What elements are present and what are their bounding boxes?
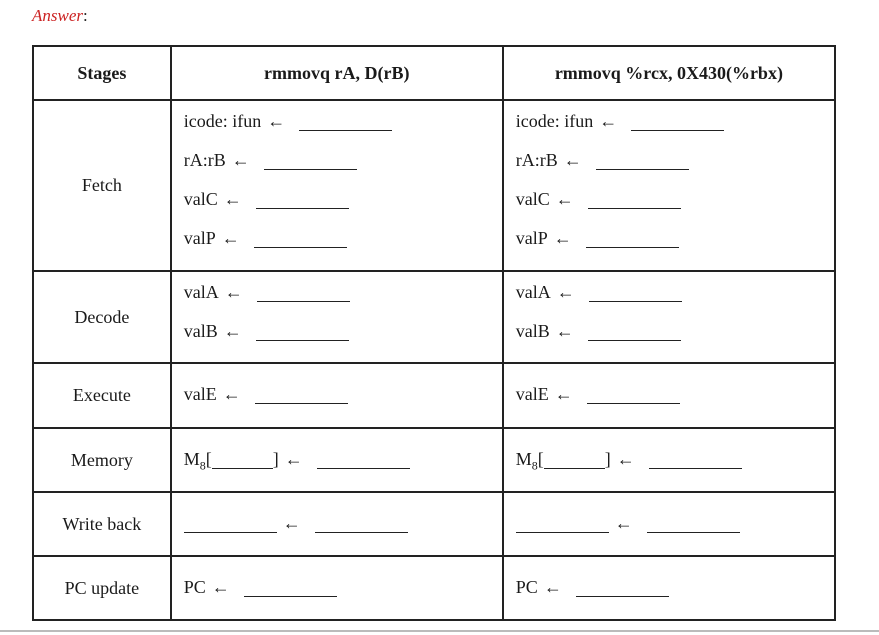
arrow-icon: ← xyxy=(555,321,574,341)
header-stages: Stages xyxy=(33,46,171,100)
line-icode-ifun xyxy=(172,103,502,142)
arrow-icon: ← xyxy=(284,448,303,469)
decode-cell-specific xyxy=(503,271,835,363)
page-bottom-rule xyxy=(0,630,879,632)
line-ra-rb xyxy=(172,142,502,181)
header-generic-instruction: rmmovq rA, D(rB) xyxy=(171,46,503,100)
blank-field xyxy=(587,383,680,404)
line-pc xyxy=(172,569,502,608)
pcupdate-cell-generic xyxy=(171,556,503,620)
line-vala xyxy=(504,274,834,313)
blank-field xyxy=(256,320,349,341)
pcupdate-cell-specific xyxy=(503,556,835,620)
blank-field xyxy=(631,110,724,131)
blank-field xyxy=(184,512,277,533)
arrow-icon: ← xyxy=(224,282,243,302)
label-pc: PC xyxy=(183,576,206,597)
blank-field xyxy=(315,512,408,533)
row-fetch xyxy=(33,100,835,271)
arrow-icon: ← xyxy=(223,189,242,209)
decode-cell-generic xyxy=(171,271,503,363)
memory-cell-specific xyxy=(503,428,835,492)
blank-field xyxy=(255,383,348,404)
bracket-open: [ xyxy=(205,448,212,469)
memory-cell-generic xyxy=(171,428,503,492)
blank-field xyxy=(516,512,609,533)
bracket-close: ] xyxy=(604,448,611,469)
blank-field xyxy=(647,512,740,533)
line-valb xyxy=(504,313,834,352)
arrow-icon: ← xyxy=(599,111,618,131)
label-pc: PC xyxy=(515,576,538,597)
arrow-icon: ← xyxy=(556,282,575,302)
stage-label-fetch: Fetch xyxy=(33,100,171,271)
row-memory xyxy=(33,428,835,492)
blank-field xyxy=(212,448,273,469)
stage-label-decode: Decode xyxy=(33,271,171,363)
arrow-icon: ← xyxy=(555,189,574,209)
execute-cell-generic xyxy=(171,363,503,428)
line-valb xyxy=(172,313,502,352)
line-vale xyxy=(504,376,834,415)
arrow-icon: ← xyxy=(231,150,250,170)
label-vale: valE xyxy=(183,384,217,404)
line-vale xyxy=(172,376,502,415)
arrow-icon: ← xyxy=(223,321,242,341)
label-memory: M xyxy=(183,448,200,469)
blank-field xyxy=(596,149,689,170)
label-valp: valP xyxy=(515,228,548,248)
line-valp xyxy=(172,220,502,259)
blank-field xyxy=(576,576,669,597)
label-ra-rb: rA:rB xyxy=(183,150,226,170)
blank-field xyxy=(588,320,681,341)
row-execute xyxy=(33,363,835,428)
row-decode xyxy=(33,271,835,363)
writeback-cell-generic xyxy=(171,492,503,556)
line-icode-ifun xyxy=(504,103,834,142)
label-valb: valB xyxy=(183,321,218,341)
label-valb: valB xyxy=(515,321,550,341)
blank-field xyxy=(256,188,349,209)
line-memory-write xyxy=(172,441,502,480)
answer-heading xyxy=(32,6,88,26)
blank-field xyxy=(544,448,605,469)
arrow-icon: ← xyxy=(222,384,241,404)
stages-table xyxy=(32,45,836,621)
label-valc: valC xyxy=(183,189,218,209)
line-valc xyxy=(172,181,502,220)
blank-field xyxy=(317,448,410,469)
stage-label-pcupdate: PC update xyxy=(33,556,171,620)
arrow-icon: ← xyxy=(614,512,633,533)
label-icode-ifun: icode: ifun xyxy=(183,111,262,131)
arrow-icon: ← xyxy=(553,228,572,248)
bracket-close: ] xyxy=(272,448,279,469)
line-writeback xyxy=(504,505,834,544)
label-vale: valE xyxy=(515,384,549,404)
blank-field xyxy=(586,227,679,248)
arrow-icon: ← xyxy=(616,448,635,469)
arrow-icon: ← xyxy=(221,228,240,248)
label-valc: valC xyxy=(515,189,550,209)
blank-field xyxy=(244,576,337,597)
label-memory: M xyxy=(515,448,532,469)
stage-label-execute: Execute xyxy=(33,363,171,428)
blank-field xyxy=(257,281,350,302)
stage-label-memory: Memory xyxy=(33,428,171,492)
header-row xyxy=(33,46,835,100)
arrow-icon: ← xyxy=(211,576,230,597)
label-ra-rb: rA:rB xyxy=(515,150,558,170)
arrow-icon: ← xyxy=(543,576,562,597)
blank-field xyxy=(589,281,682,302)
blank-field xyxy=(649,448,742,469)
answer-label: Answer xyxy=(32,6,83,25)
blank-field xyxy=(299,110,392,131)
arrow-icon: ← xyxy=(563,150,582,170)
line-ra-rb xyxy=(504,142,834,181)
answer-colon: : xyxy=(83,6,88,25)
line-vala xyxy=(172,274,502,313)
stage-label-writeback: Write back xyxy=(33,492,171,556)
label-icode-ifun: icode: ifun xyxy=(515,111,594,131)
row-pcupdate xyxy=(33,556,835,620)
arrow-icon: ← xyxy=(267,111,286,131)
fetch-cell-generic xyxy=(171,100,503,271)
line-memory-write xyxy=(504,441,834,480)
line-valc xyxy=(504,181,834,220)
arrow-icon: ← xyxy=(554,384,573,404)
line-writeback xyxy=(172,505,502,544)
bracket-open: [ xyxy=(537,448,544,469)
memory-subscript: 8 xyxy=(199,458,206,473)
row-writeback xyxy=(33,492,835,556)
memory-subscript: 8 xyxy=(531,458,538,473)
label-vala: valA xyxy=(183,282,219,302)
header-specific-instruction: rmmovq %rcx, 0X430(%rbx) xyxy=(503,46,835,100)
label-valp: valP xyxy=(183,228,216,248)
blank-field xyxy=(588,188,681,209)
line-valp xyxy=(504,220,834,259)
writeback-cell-specific xyxy=(503,492,835,556)
arrow-icon: ← xyxy=(282,512,301,533)
line-pc xyxy=(504,569,834,608)
blank-field xyxy=(264,149,357,170)
execute-cell-specific xyxy=(503,363,835,428)
blank-field xyxy=(254,227,347,248)
fetch-cell-specific xyxy=(503,100,835,271)
label-vala: valA xyxy=(515,282,551,302)
